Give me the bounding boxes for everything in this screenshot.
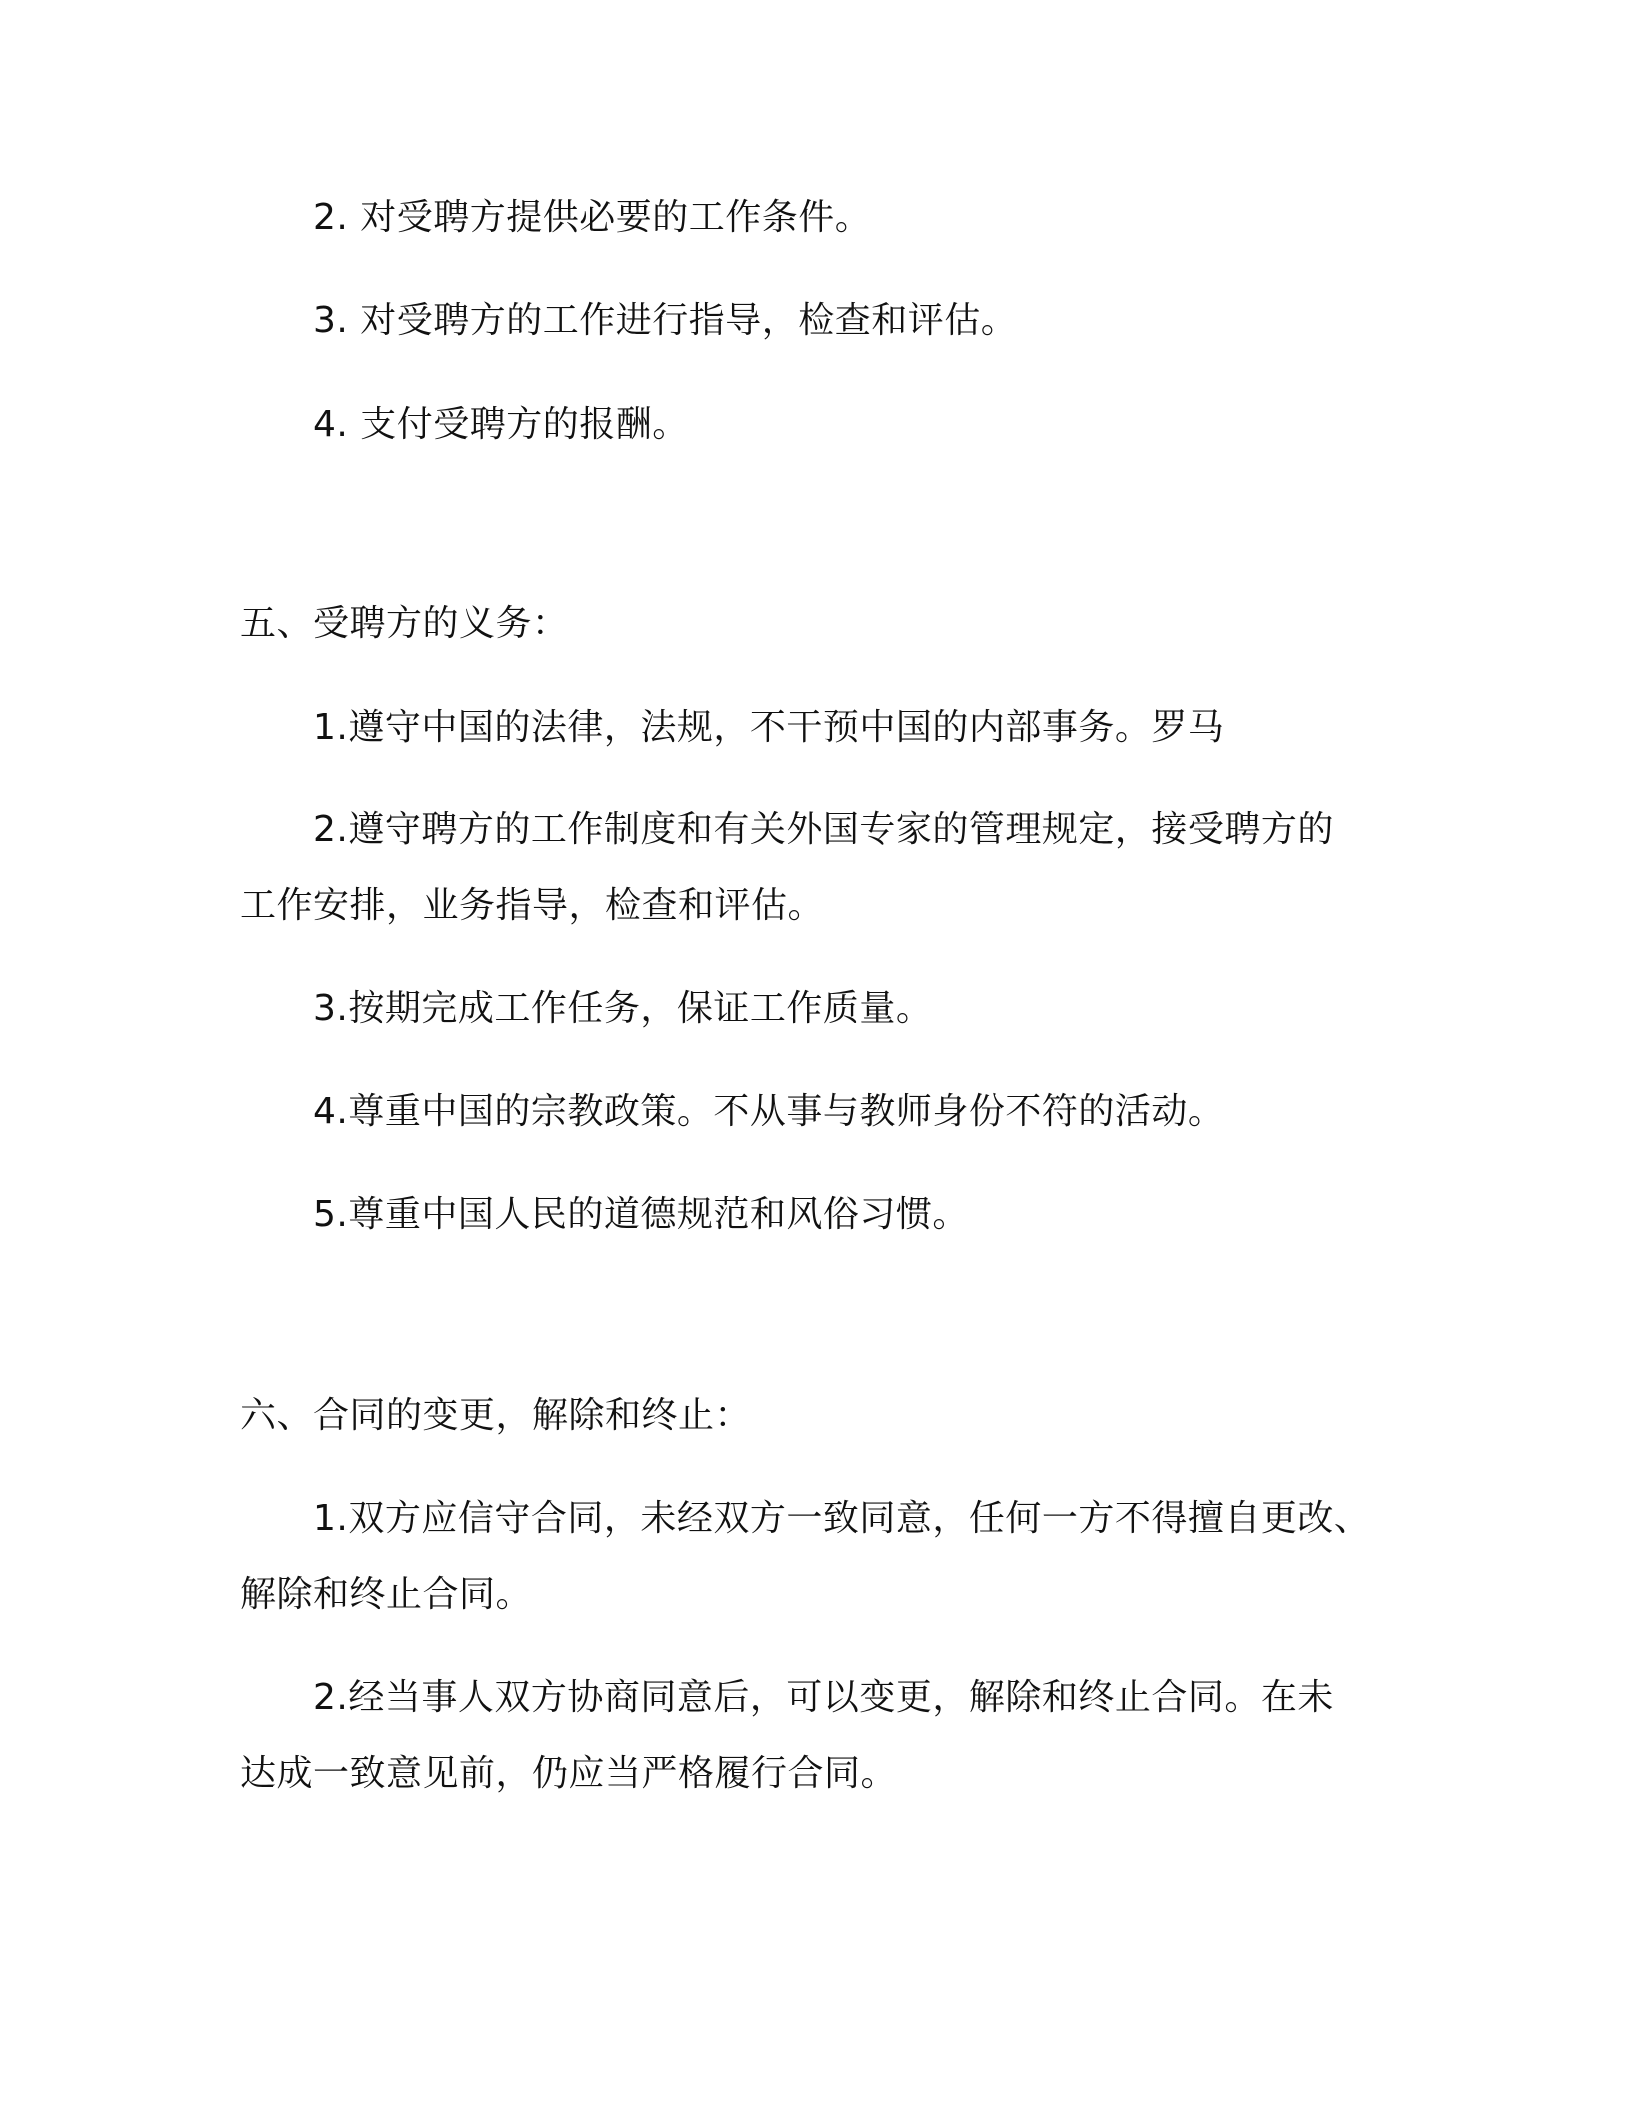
section6-item-1-line-1: 1.双方应信守合同，未经双方一致同意，任何一方不得擅自更改、 [313,1498,1371,1539]
section6-heading: 六、合同的变更，解除和终止： [240,1395,752,1436]
section5-heading: 五、受聘方的义务： [240,603,569,644]
section5-item-2-line-1: 2.遵守聘方的工作制度和有关外国专家的管理规定，接受聘方的 [313,809,1334,850]
section5-item-2-line-2: 工作安排，业务指导，检查和评估。 [240,885,825,926]
section5-item-4: 4.尊重中国的宗教政策。不从事与教师身份不符的活动。 [313,1091,1225,1132]
section6-item-2-line-1: 2.经当事人双方协商同意后，可以变更，解除和终止合同。在未 [313,1677,1334,1718]
section5-item-1: 1.遵守中国的法律，法规，不干预中国的内部事务。罗马 [313,707,1225,748]
section4-item-2: 2. 对受聘方提供必要的工作条件。 [313,197,872,238]
section4-item-4: 4. 支付受聘方的报酬。 [313,404,689,445]
section6-item-1-line-2: 解除和终止合同。 [240,1574,533,1615]
section4-item-3: 3. 对受聘方的工作进行指导，检查和评估。 [313,300,1018,341]
section5-item-3: 3.按期完成工作任务，保证工作质量。 [313,988,933,1029]
section6-item-2-line-2: 达成一致意见前，仍应当严格履行合同。 [240,1753,898,1794]
section5-item-5: 5.尊重中国人民的道德规范和风俗习惯。 [313,1194,969,1235]
